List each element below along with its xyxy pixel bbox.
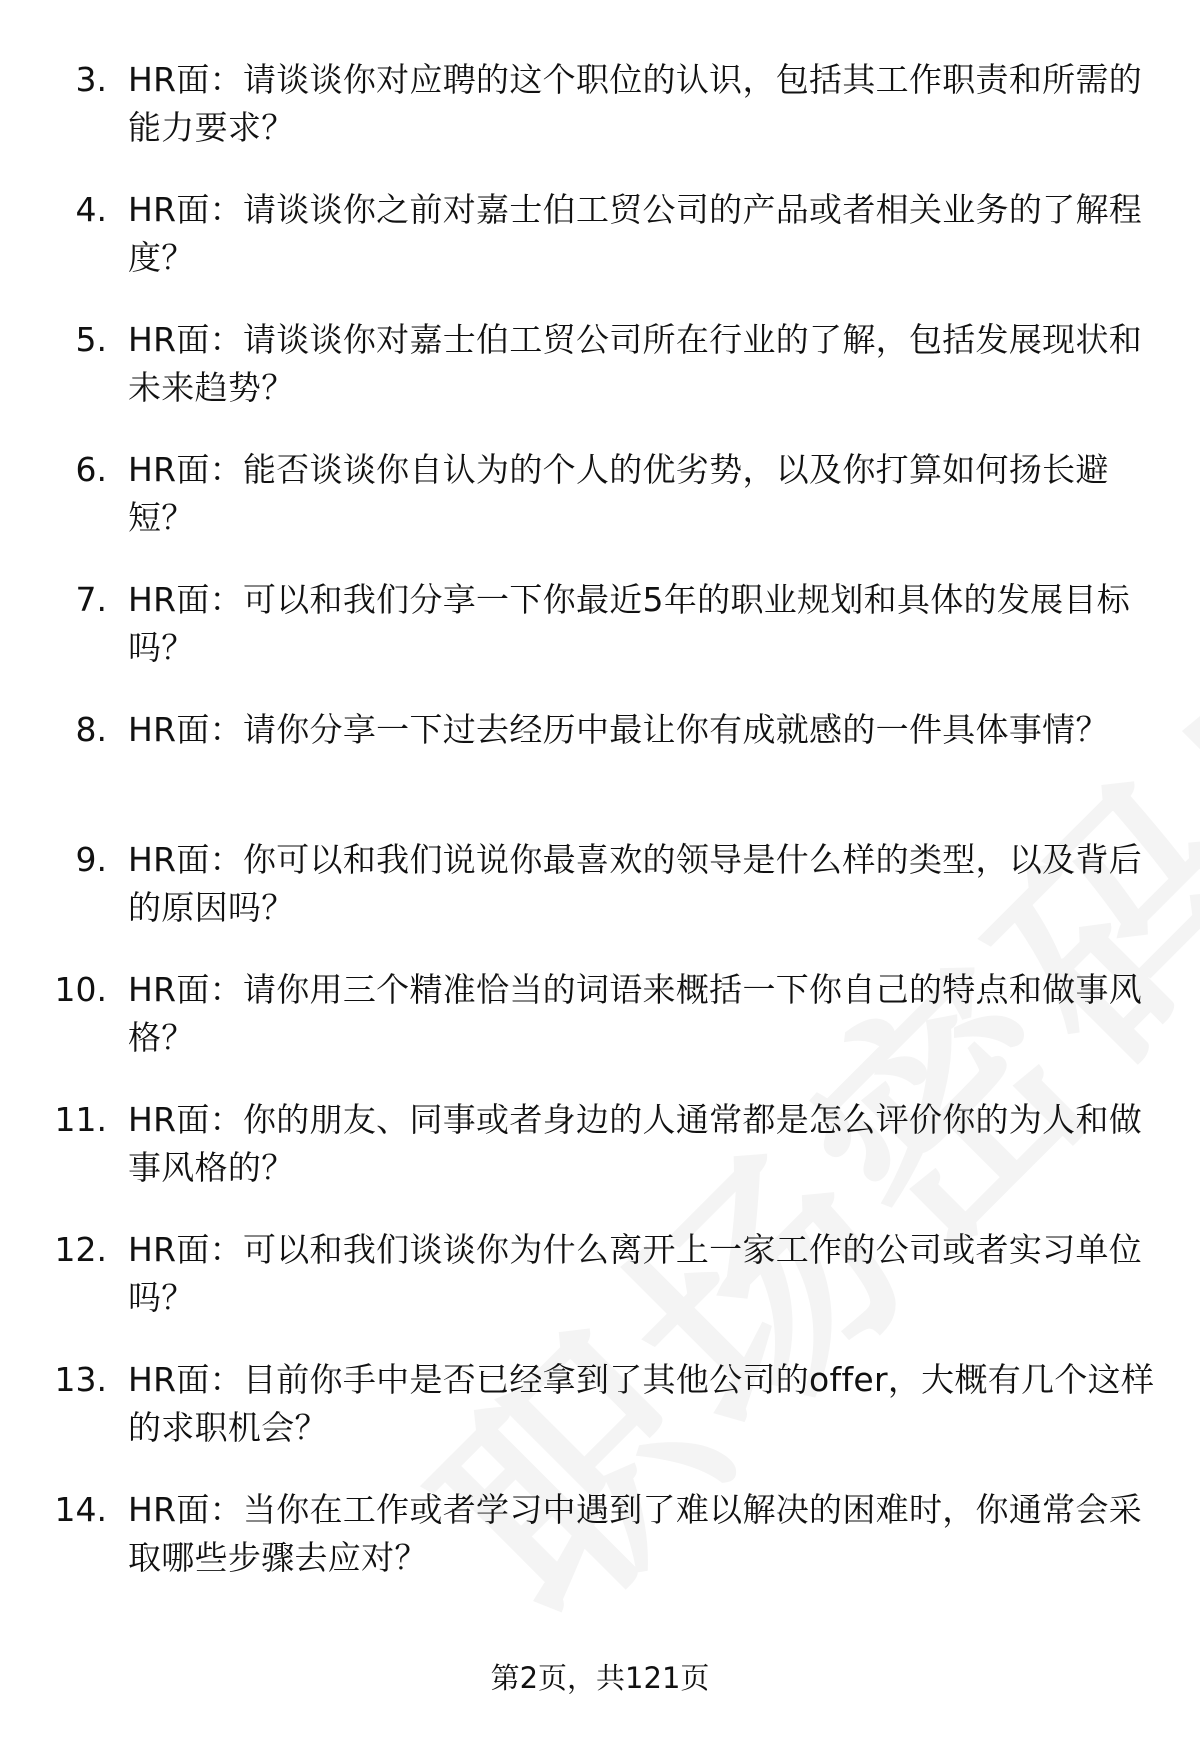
- question-text: HR面：当你在工作或者学习中遇到了难以解决的困难时，你通常会采取哪些步骤去应对？: [128, 1490, 1143, 1577]
- question-text: HR面：请谈谈你之前对嘉士伯工贸公司的产品或者相关业务的了解程度？: [128, 190, 1143, 277]
- question-text: HR面：请谈谈你对应聘的这个职位的认识，包括其工作职责和所需的能力要求？: [128, 60, 1143, 147]
- question-number: 14.: [54, 1490, 107, 1529]
- question-number: 12.: [54, 1230, 107, 1269]
- page-number-footer: 第2页，共121页: [490, 1661, 710, 1695]
- list-item: [0, 186, 1200, 316]
- question-number: 13.: [54, 1360, 107, 1399]
- list-item: [0, 1226, 1200, 1356]
- question-number: 7.: [75, 580, 107, 619]
- question-number: 10.: [54, 970, 107, 1009]
- list-item: [0, 316, 1200, 446]
- list-item: [0, 56, 1200, 186]
- question-number: 5.: [75, 320, 107, 359]
- question-text: HR面：目前你手中是否已经拿到了其他公司的offer，大概有几个这样的求职机会？: [128, 1360, 1155, 1447]
- list-item: [0, 1486, 1200, 1616]
- question-text: HR面：能否谈谈你自认为的个人的优劣势，以及你打算如何扬长避短？: [128, 450, 1109, 537]
- list-item: [0, 576, 1200, 706]
- question-text: HR面：你的朋友、同事或者身边的人通常都是怎么评价你的为人和做事风格的？: [128, 1100, 1143, 1187]
- question-number: 4.: [75, 190, 107, 229]
- question-text: HR面：请谈谈你对嘉士伯工贸公司所在行业的了解，包括发展现状和未来趋势？: [128, 320, 1143, 407]
- question-text: HR面：请你用三个精准恰当的词语来概括一下你自己的特点和做事风格？: [128, 970, 1143, 1057]
- question-text: HR面：你可以和我们说说你最喜欢的领导是什么样的类型，以及背后的原因吗？: [128, 840, 1143, 927]
- question-number: 3.: [75, 60, 107, 99]
- list-item: [0, 836, 1200, 966]
- list-item: [0, 966, 1200, 1096]
- list-item: [0, 1356, 1200, 1486]
- question-number: 8.: [75, 710, 107, 749]
- question-number: 11.: [54, 1100, 107, 1139]
- list-item: [0, 1096, 1200, 1226]
- question-list: [0, 56, 1200, 1616]
- question-number: 6.: [75, 450, 107, 489]
- question-number: 9.: [75, 840, 107, 879]
- list-item: [0, 706, 1200, 836]
- list-item: [0, 446, 1200, 576]
- question-text: HR面：可以和我们谈谈你为什么离开上一家工作的公司或者实习单位吗？: [128, 1230, 1143, 1317]
- question-text: HR面：请你分享一下过去经历中最让你有成就感的一件具体事情？: [128, 710, 1109, 749]
- question-text: HR面：可以和我们分享一下你最近5年的职业规划和具体的发展目标吗？: [128, 580, 1131, 667]
